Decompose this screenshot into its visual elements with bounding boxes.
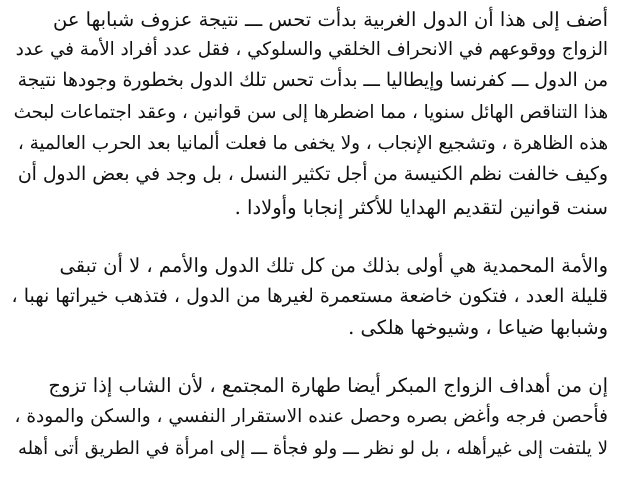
text-line: إن من أهداف الزواج المبكر أيضا طهارة المجتمع ، لأن الشاب إذا تزوج [48, 374, 608, 397]
text-line: أضف إلى هذا أن الدول الغربية بدأت تحس ـــ نتيجة عزوف شبابها عن [52, 8, 608, 31]
text-line: وكيف خالفت نظم الكنيسة من أجل تكثير النسل ، بل وجد في بعض الدول أن [17, 164, 608, 185]
text-line: سنت قوانين لتقديم الهدايا للأكثر إنجابا وأولادا . [234, 196, 608, 219]
text-line: وشبابها ضياعا ، وشيوخها هلكى . [348, 316, 608, 339]
text-line: لا يلتفت إلى غيرأهله ، بل لو نظر ـــ ولو فجأة ـــ إلى امرأة في الطريق أتى أهله [18, 438, 608, 459]
text-line: فأحصن فرجه وأغض بصره وحصل عنده الاستقرار النفسي ، والسكن والمودة ، [14, 406, 608, 427]
text-line: والأمة المحمدية هي أولى بذلك من كل تلك الدول والأمم ، لا أن تبقى [59, 254, 608, 277]
text-line: قليلة العدد ، فتكون خاضعة مستعمرة لغيرها من الدول ، فتذهب خيراتها نهبا ، [11, 285, 608, 307]
text-line: هذه الظاهرة ، وتشجيع الإنجاب ، ولا يخفى ما فعلت ألمانيا بعد الحرب العالمية ، [17, 133, 608, 154]
text-line: الزواج ووقوعهم في الانحراف الخلقي والسلوكي ، فقل عدد أفراد الأمة في عدد [15, 39, 608, 60]
text-line: من الدول ـــ كفرنسا وإيطاليا ـــ بدأت تحس تلك الدول بخطورة وجودها نتيجة [17, 70, 608, 91]
text-line: هذا التناقص الهائل سنويا ، مما اضطرها إلى سن قوانين ، وعقد اجتماعات لبحث [13, 102, 608, 123]
